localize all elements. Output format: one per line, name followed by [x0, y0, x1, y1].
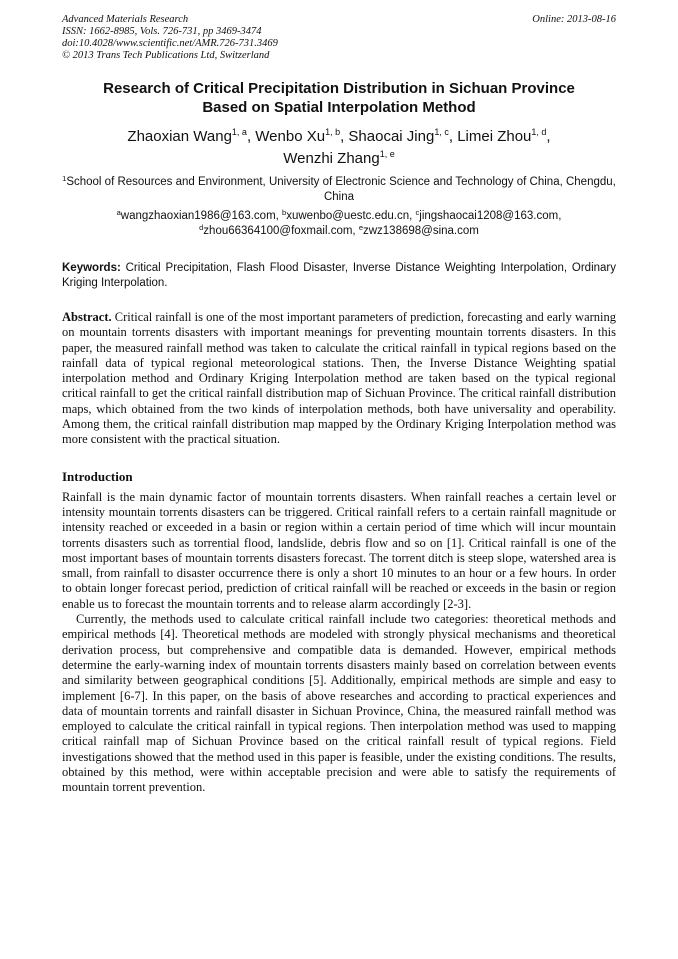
- author-separator: ,: [340, 128, 349, 145]
- author-name: Limei Zhou: [457, 128, 532, 145]
- title-line-1: Research of Critical Precipitation Distribution in Sichuan Province: [103, 80, 575, 97]
- author-name: Zhaoxian Wang: [127, 128, 232, 145]
- author-sup: 1, c: [434, 127, 449, 137]
- email-address: xuwenbo@uestc.edu.cn: [286, 210, 410, 222]
- section-heading-introduction: Introduction: [62, 468, 133, 484]
- email-separator: ,: [352, 225, 359, 237]
- author-sup: 1, a: [231, 127, 247, 137]
- author: [348, 128, 448, 145]
- email-separator: ,: [558, 210, 562, 222]
- email-address: zwz138698@sina.com: [362, 225, 479, 237]
- email-sup: a: [116, 208, 121, 217]
- email-separator: ,: [409, 210, 416, 222]
- author: [283, 150, 394, 167]
- introduction-paragraph-2: Currently, the methods used to calculate critical rainfall include two categories: theoretical methods and empirical methods [4]. Theoretical methods are modeled with strongly physical mechanisms and theoretical derivation process, but comprehensive and compatible data is demanded. However, empirical methods determine the early-warning index of mountain torrents disasters mainly based on correlation between events and similarity between geographical conditions [5]. Additionally, empirical methods are simple and easy to implement [6-7]. In this paper, on the basis of above researches and according to practical experiences and data of mountain torrents and rainfall disaster in Sichuan Province, China, the measured rainfall method was employed to calculate the critical rainfall in typical regions. Then interpolation method was used to mapping critical rainfall map of Sichuan Province based on the critical rainfall result of typical regions. Field investigations showed that the method used in this paper is feasible, under the existing conditions. The results, obtained by this method, were within acceptable precision and were able to satisfy the requirements of mountain torrent prevention.: [62, 612, 616, 795]
- email-address: zhou66364100@foxmail.com: [203, 225, 353, 237]
- doi-line: doi:10.4028/www.scientific.net/AMR.726-731.3469: [62, 38, 278, 49]
- affiliation-sup: 1: [62, 174, 67, 183]
- email-sup: e: [358, 223, 363, 232]
- abstract-label: Abstract.: [62, 310, 112, 324]
- author: [457, 128, 546, 145]
- author-separator: ,: [246, 128, 256, 145]
- author: [255, 128, 340, 145]
- paper-title: [62, 79, 616, 117]
- author-list: [62, 126, 616, 170]
- email-separator: ,: [275, 210, 283, 222]
- affiliation-text: School of Resources and Environment, University of Electronic Science and Technology of China, Chengdu, China: [66, 176, 616, 203]
- title-line-2: Based on Spatial Interpolation Method: [202, 99, 476, 116]
- email-sup: c: [415, 208, 420, 217]
- online-date: Online: 2013-08-16: [532, 14, 616, 25]
- keywords-label: Keywords:: [62, 262, 121, 274]
- publication-header: [62, 14, 616, 62]
- author-sup: 1, d: [531, 127, 547, 137]
- author: [127, 128, 247, 145]
- affiliation: [62, 175, 616, 205]
- author-name: Wenzhi Zhang: [283, 150, 380, 167]
- copyright-line: © 2013 Trans Tech Publications Ltd, Switzerland: [62, 50, 270, 61]
- author-sup: 1, b: [325, 127, 341, 137]
- keywords: [62, 261, 616, 291]
- author-separator: ,: [448, 128, 458, 145]
- journal-name: Advanced Materials Research: [62, 14, 189, 25]
- email-address: wangzhaoxian1986@163.com: [120, 210, 276, 222]
- email-list: [62, 209, 616, 239]
- email-sup: d: [199, 223, 204, 232]
- abstract-text: Critical rainfall is one of the most important parameters of prediction, forecasting and early warning on mountain torrents disasters with important meanings for preventing mountain torrents disasters. In this paper, the measured rainfall method was taken to calculate the critical rainfall in typical regions based on the rainfall data of typical regional meteorological stations. Then, the Inverse Distance Weighting spatial interpolation method and Ordinary Kriging Interpolation method are taken based on the typical regional critical rainfall to get the critical rainfall distribution map of Sichuan Province. The critical rainfall distribution maps, which obtained from the two kinds of interpolation methods, both have universality and operability. Among them, the critical rainfall distribution map mapped by the Ordinary Kriging Interpolation method was more consistent with the practical situation.: [62, 310, 616, 447]
- keywords-text: Critical Precipitation, Flash Flood Disaster, Inverse Distance Weighting Interpolation, Ordinary Kriging Interpolation.: [62, 262, 616, 289]
- introduction-paragraph-1: Rainfall is the main dynamic factor of mountain torrents disasters. When rainfall reaches a certain level or intensity mountain torrents disasters can be triggered. Critical rainfall refers to a certain rainfall magnitude or intensity reached or exceeded in a basin or region within a certain period of time which will incur mountain torrents disasters such as torrential flood, landslide, debris flow and so on [1]. Critical rainfall is one of the most important bases of mountain torrents disasters forecast. The torrent ditch is steep slope, watershed area is small, from rainfall to disaster occurrence there is only a short 10 minutes to an hour or a few hours. In order to obtain longer forecast period, prediction of critical rainfall will be reached or exceeds in the basin or region enable us to forecast the mountain torrents and to release alarm accordingly [2-3].: [62, 489, 616, 611]
- author-sup: 1, e: [379, 149, 395, 159]
- author-name: Wenbo Xu: [255, 128, 326, 145]
- email-address: jingshaocai1208@163.com: [419, 210, 559, 222]
- issn-line: ISSN: 1662-8985, Vols. 726-731, pp 3469-3474: [62, 26, 262, 37]
- author-separator: ,: [546, 128, 551, 145]
- abstract: [62, 310, 616, 448]
- email-sup: b: [282, 208, 287, 217]
- author-name: Shaocai Jing: [348, 128, 435, 145]
